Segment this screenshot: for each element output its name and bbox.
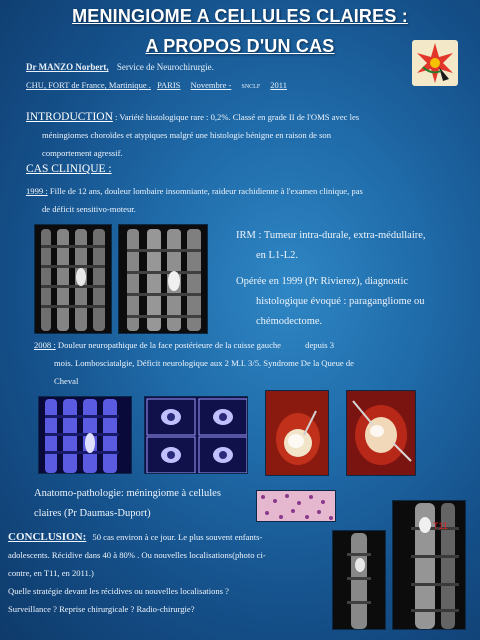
- mri-1999-image-2: [118, 224, 208, 334]
- author-line: [26, 62, 214, 72]
- intro-text-3: comportement agressif.: [42, 148, 123, 158]
- case-2008-text-2: mois. Lombosciatalgie, Déficit neurologique aux 2 M.I. 3/5. Syndrome De la Queue de: [54, 358, 354, 368]
- conclusion-text-5: Surveillance ? Reprise chirurgicale ? Radio-chirurgie?: [8, 604, 195, 614]
- operation-line-2: histologique évoqué : paragangliome ou: [256, 296, 425, 307]
- mri-2011-image-2: [392, 500, 466, 630]
- conclusion-text-1: 50 cas environ à ce jour. Le plus souvent enfants-: [92, 532, 263, 542]
- hospital-logo-icon: [412, 40, 458, 86]
- case-1999-text-1: Fille de 12 ans, douleur lombaire insomniante, raideur rachidienne à l'examen clinique, pas: [49, 186, 363, 196]
- affiliation-society: SNCLF: [241, 84, 261, 90]
- case-1999-text-2: de déficit sensitivo-moteur.: [42, 204, 136, 214]
- case-2008-since: depuis 3: [305, 340, 335, 350]
- irm-line-2: en L1-L2.: [256, 250, 298, 261]
- mri-2011-image-1: [332, 530, 386, 630]
- irm-block: [236, 226, 466, 332]
- mri-2008-image-2: [144, 396, 248, 474]
- case-1999: [26, 182, 466, 218]
- pathology-line-1: Anatomo-pathologie: méningiome à cellules: [34, 488, 221, 499]
- author-name: Dr MANZO Norbert,: [26, 62, 109, 72]
- pathology-block: [34, 484, 264, 524]
- affiliation-line: [26, 80, 287, 90]
- pathology-line-2: claires (Pr Daumas-Duport): [34, 508, 151, 519]
- operation-line-3: chémodectome.: [256, 316, 323, 327]
- poster-title-line2: A PROPOS D'UN CAS: [145, 36, 335, 56]
- conclusion-text-2: adolescents. Récidive dans 40 à 80% . Ou nouvelles localisations(photo ci-: [8, 550, 266, 560]
- conclusion-section: [8, 528, 328, 618]
- conclusion-text-4: Quelle stratégie devant les récidives ou nouvelles localisations ?: [8, 586, 229, 596]
- conclusion-text-3: contre, en T11, en 2011.): [8, 568, 94, 578]
- affiliation-month: Novembre -: [190, 80, 232, 90]
- affiliation-hospital: CHU, FORT de France, Martinique .: [26, 80, 151, 90]
- intro-section: [26, 108, 466, 162]
- conclusion-heading: CONCLUSION:: [8, 531, 87, 543]
- case-2008-text-3: Cheval: [54, 376, 79, 386]
- operation-line-1: Opérée en 1999 (Pr Rivierez), diagnostic: [236, 276, 409, 287]
- irm-line-1: IRM : Tumeur intra-durale, extra-médullaire,: [236, 230, 426, 241]
- surgery-photo-1: [265, 390, 329, 476]
- mri-1999-image-1: [34, 224, 112, 334]
- surgery-photo-2: [346, 390, 416, 476]
- case-1999-label: 1999 :: [26, 186, 48, 196]
- histology-image: [256, 490, 336, 522]
- svg-text:T11: T11: [433, 521, 448, 531]
- case-2008: [34, 336, 466, 390]
- affiliation-year: 2011: [270, 80, 287, 90]
- intro-heading: INTRODUCTION: [26, 111, 113, 123]
- case-2008-text-1: Douleur neuropathique de la face postérieure de la cuisse gauche: [57, 340, 281, 350]
- intro-text-2: méningiomes choroïdes et atypiques malgré une histologie bénigne en raison de son: [42, 130, 332, 140]
- mri-2008-image-1: [38, 396, 132, 474]
- poster-title-line1: MENINGIOME A CELLULES CLAIRES :: [72, 6, 408, 26]
- author-service: Service de Neurochirurgie.: [116, 62, 214, 72]
- intro-text-1: : Variété histologique rare : 0,2%. Classé en grade II de l'OMS avec les: [115, 112, 360, 122]
- case-2008-label: 2008 :: [34, 340, 56, 350]
- case-heading: CAS CLINIQUE :: [26, 163, 112, 175]
- affiliation-event: PARIS: [157, 80, 181, 90]
